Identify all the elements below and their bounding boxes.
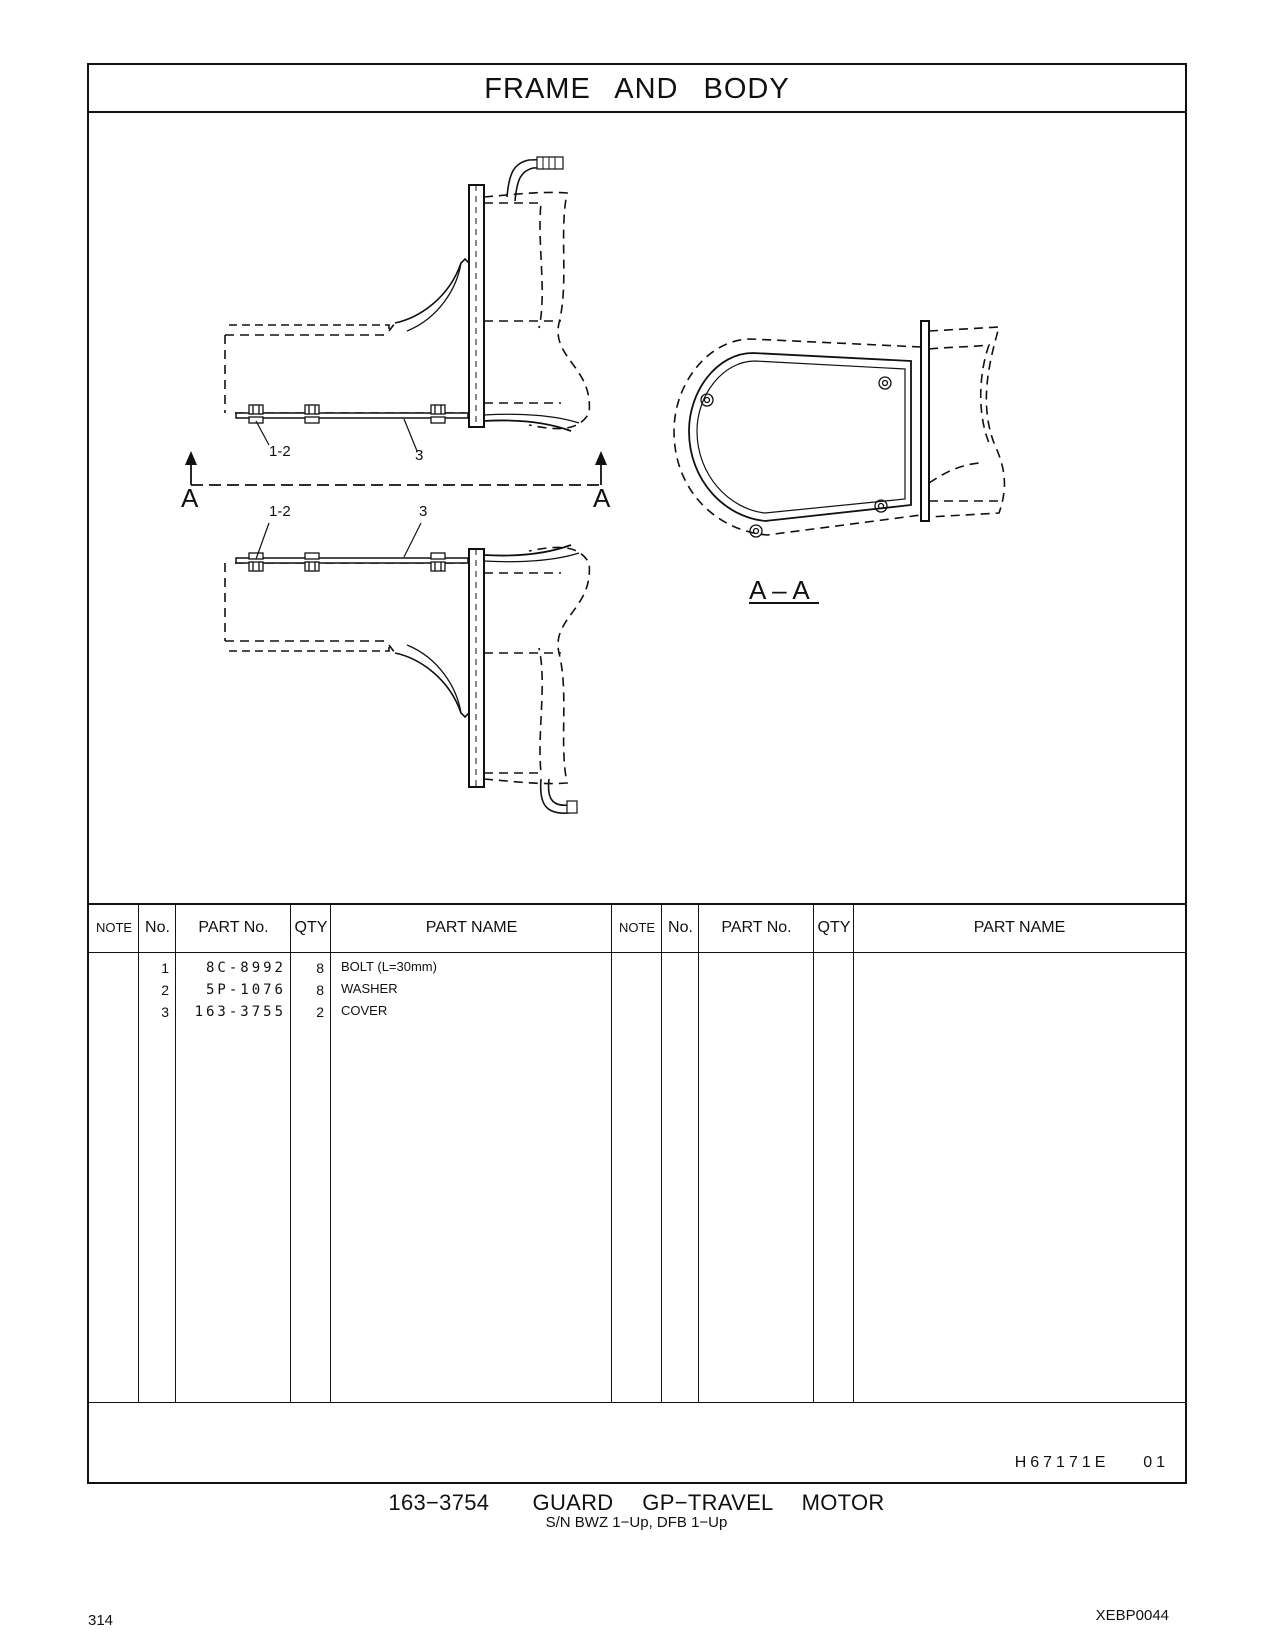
row-part-name: BOLT (L=30mm) xyxy=(341,959,437,974)
row-no: 3 xyxy=(161,1004,169,1020)
row-part-name: COVER xyxy=(341,1003,388,1018)
col-partno-right xyxy=(699,905,814,1402)
row-qty: 2 xyxy=(316,1004,324,1020)
header-no: No. xyxy=(145,919,170,936)
row-no: 2 xyxy=(161,982,169,998)
section-view-label: A – A xyxy=(749,575,810,605)
section-line xyxy=(185,451,607,485)
page-number: 314 xyxy=(88,1612,114,1629)
callout-1-2-top: 1-2 xyxy=(269,443,291,460)
section-marker-left: A xyxy=(181,483,199,513)
top-view xyxy=(225,157,589,451)
col-no-right xyxy=(662,905,699,1402)
serial-numbers: S/N BWZ 1−Up, DFB 1−Up xyxy=(545,1514,728,1531)
header-part-name: PART NAME xyxy=(425,919,518,936)
col-qty-right xyxy=(814,905,854,1402)
group-caption xyxy=(0,1490,1273,1531)
row-no: 1 xyxy=(161,960,169,976)
exploded-drawing xyxy=(89,113,1185,903)
row-part-no: 8C-8992 xyxy=(205,960,286,976)
callout-1-2-bottom: 1-2 xyxy=(269,503,291,520)
row-part-no: 5P-1076 xyxy=(205,982,286,998)
section-marker-right: A xyxy=(593,483,611,513)
header-note-right: NOTE xyxy=(618,920,656,935)
drawing-svg xyxy=(89,113,1185,903)
parts-table xyxy=(89,903,1185,1403)
header-note: NOTE xyxy=(95,920,133,935)
row-part-no: 163-3755 xyxy=(194,1004,286,1020)
header-qty: QTY xyxy=(294,919,328,936)
table-header xyxy=(89,905,1185,953)
parts-page-frame xyxy=(87,63,1187,1484)
section-view-a-a xyxy=(674,321,1004,603)
header-qty-right: QTY xyxy=(817,919,851,936)
row-qty: 8 xyxy=(316,982,324,998)
col-note-right xyxy=(612,905,662,1402)
document-number: XEBP0044 xyxy=(1095,1607,1169,1624)
header-no-right: No. xyxy=(668,919,693,936)
group-title: 163−3754 GUARD GP−TRAVEL MOTOR xyxy=(388,1490,885,1515)
col-note-left xyxy=(89,905,139,1402)
callout-3-bottom: 3 xyxy=(419,503,428,520)
header-part-no-right: PART No. xyxy=(721,919,792,936)
callout-3-top: 3 xyxy=(415,447,424,464)
illustration-code: H67171E 01 xyxy=(1014,1454,1169,1471)
header-part-name-right: PART NAME xyxy=(973,919,1066,936)
bottom-view xyxy=(225,523,589,813)
header-part-no: PART No. xyxy=(198,919,269,936)
row-part-name: WASHER xyxy=(341,981,398,996)
row-qty: 8 xyxy=(316,960,324,976)
page-title: FRAME AND BODY xyxy=(89,65,1185,113)
